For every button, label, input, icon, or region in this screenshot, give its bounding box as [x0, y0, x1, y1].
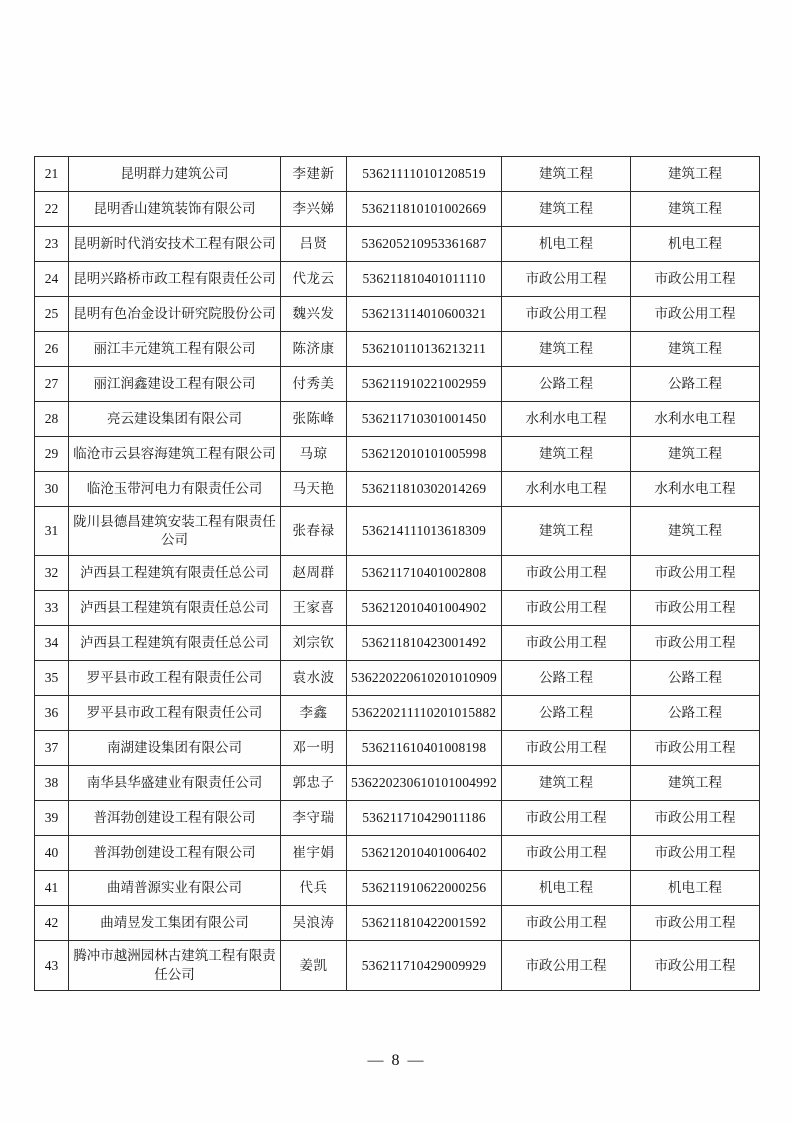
id-number: 536205210953361687 [347, 227, 502, 262]
table-row [35, 591, 760, 626]
id-number: 536212010101005998 [347, 437, 502, 472]
major-applied: 机电工程 [502, 871, 631, 906]
row-index: 37 [35, 731, 69, 766]
company-name: 昆明新时代消安技术工程有限公司 [69, 227, 281, 262]
person-name: 吴浪涛 [281, 906, 347, 941]
major-applied: 建筑工程 [502, 437, 631, 472]
table-row [35, 801, 760, 836]
company-name: 普洱勃创建设工程有限公司 [69, 836, 281, 871]
company-name: 临沧玉带河电力有限责任公司 [69, 472, 281, 507]
id-number: 536211110101208519 [347, 157, 502, 192]
major-applied: 建筑工程 [502, 507, 631, 556]
id-number: 536212010401004902 [347, 591, 502, 626]
major-reviewed: 建筑工程 [631, 192, 760, 227]
major-applied: 市政公用工程 [502, 626, 631, 661]
company-name: 亮云建设集团有限公司 [69, 402, 281, 437]
major-applied: 市政公用工程 [502, 906, 631, 941]
row-index: 36 [35, 696, 69, 731]
row-index: 35 [35, 661, 69, 696]
person-name: 代兵 [281, 871, 347, 906]
row-index: 39 [35, 801, 69, 836]
major-applied: 水利水电工程 [502, 402, 631, 437]
id-number: 536212010401006402 [347, 836, 502, 871]
person-name: 郭忠子 [281, 766, 347, 801]
major-reviewed: 市政公用工程 [631, 731, 760, 766]
applicants-table-body [35, 157, 760, 991]
person-name: 李守瑞 [281, 801, 347, 836]
major-applied: 建筑工程 [502, 192, 631, 227]
company-name: 南华县华盛建业有限责任公司 [69, 766, 281, 801]
table-row [35, 192, 760, 227]
id-number: 536211810302014269 [347, 472, 502, 507]
table-row [35, 332, 760, 367]
major-applied: 市政公用工程 [502, 262, 631, 297]
row-index: 41 [35, 871, 69, 906]
id-number: 536211910221002959 [347, 367, 502, 402]
row-index: 30 [35, 472, 69, 507]
person-name: 吕贤 [281, 227, 347, 262]
major-reviewed: 机电工程 [631, 871, 760, 906]
major-reviewed: 市政公用工程 [631, 801, 760, 836]
person-name: 崔宇娟 [281, 836, 347, 871]
company-name: 昆明兴路桥市政工程有限责任公司 [69, 262, 281, 297]
major-applied: 公路工程 [502, 696, 631, 731]
table-row [35, 661, 760, 696]
major-reviewed: 公路工程 [631, 367, 760, 402]
row-index: 29 [35, 437, 69, 472]
person-name: 张春禄 [281, 507, 347, 556]
major-applied: 市政公用工程 [502, 556, 631, 591]
major-applied: 水利水电工程 [502, 472, 631, 507]
id-number: 536220211110201015882 [347, 696, 502, 731]
major-reviewed: 市政公用工程 [631, 262, 760, 297]
major-reviewed: 建筑工程 [631, 157, 760, 192]
major-reviewed: 水利水电工程 [631, 402, 760, 437]
id-number: 536211810422001592 [347, 906, 502, 941]
id-number: 536211610401008198 [347, 731, 502, 766]
id-number: 536220230610101004992 [347, 766, 502, 801]
row-index: 31 [35, 507, 69, 556]
row-index: 32 [35, 556, 69, 591]
row-index: 33 [35, 591, 69, 626]
row-index: 40 [35, 836, 69, 871]
company-name: 泸西县工程建筑有限责任总公司 [69, 591, 281, 626]
major-applied: 公路工程 [502, 367, 631, 402]
major-reviewed: 市政公用工程 [631, 941, 760, 990]
id-number: 536211710429009929 [347, 941, 502, 990]
major-applied: 建筑工程 [502, 766, 631, 801]
person-name: 张陈峰 [281, 402, 347, 437]
company-name: 曲靖昱发工集团有限公司 [69, 906, 281, 941]
company-name: 昆明有色冶金设计研究院股份公司 [69, 297, 281, 332]
page-number-value: 8 [391, 1052, 402, 1069]
major-reviewed: 机电工程 [631, 227, 760, 262]
row-index: 38 [35, 766, 69, 801]
applicants-table [34, 156, 760, 991]
row-index: 34 [35, 626, 69, 661]
id-number: 536211710301001450 [347, 402, 502, 437]
company-name: 曲靖普源实业有限公司 [69, 871, 281, 906]
row-index: 21 [35, 157, 69, 192]
person-name: 姜凯 [281, 941, 347, 990]
major-reviewed: 建筑工程 [631, 437, 760, 472]
row-index: 28 [35, 402, 69, 437]
major-reviewed: 市政公用工程 [631, 591, 760, 626]
table-row [35, 472, 760, 507]
company-name: 罗平县市政工程有限责任公司 [69, 661, 281, 696]
id-number: 536214111013618309 [347, 507, 502, 556]
table-row [35, 941, 760, 990]
page-number-suffix: — [407, 1052, 426, 1069]
major-applied: 建筑工程 [502, 332, 631, 367]
id-number: 536211810101002669 [347, 192, 502, 227]
company-name: 罗平县市政工程有限责任公司 [69, 696, 281, 731]
company-name: 泸西县工程建筑有限责任总公司 [69, 556, 281, 591]
major-applied: 市政公用工程 [502, 801, 631, 836]
row-index: 22 [35, 192, 69, 227]
row-index: 43 [35, 941, 69, 990]
table-row [35, 626, 760, 661]
table-row [35, 836, 760, 871]
major-reviewed: 市政公用工程 [631, 556, 760, 591]
major-applied: 市政公用工程 [502, 591, 631, 626]
major-reviewed: 市政公用工程 [631, 906, 760, 941]
person-name: 李建新 [281, 157, 347, 192]
major-reviewed: 公路工程 [631, 661, 760, 696]
company-name: 昆明群力建筑公司 [69, 157, 281, 192]
page-number-prefix: — [367, 1052, 386, 1069]
person-name: 赵周群 [281, 556, 347, 591]
major-reviewed: 建筑工程 [631, 332, 760, 367]
table-row [35, 262, 760, 297]
major-reviewed: 公路工程 [631, 696, 760, 731]
table-row [35, 297, 760, 332]
table-row [35, 157, 760, 192]
company-name: 陇川县德昌建筑安装工程有限责任公司 [69, 507, 281, 556]
major-applied: 市政公用工程 [502, 731, 631, 766]
company-name: 腾冲市越洲园林古建筑工程有限责任公司 [69, 941, 281, 990]
person-name: 马琼 [281, 437, 347, 472]
table-row [35, 766, 760, 801]
row-index: 27 [35, 367, 69, 402]
id-number: 536213114010600321 [347, 297, 502, 332]
person-name: 王家喜 [281, 591, 347, 626]
id-number: 536211710429011186 [347, 801, 502, 836]
row-index: 42 [35, 906, 69, 941]
major-applied: 市政公用工程 [502, 297, 631, 332]
table-row [35, 871, 760, 906]
id-number: 536211810423001492 [347, 626, 502, 661]
person-name: 袁水波 [281, 661, 347, 696]
person-name: 代龙云 [281, 262, 347, 297]
table-row [35, 437, 760, 472]
person-name: 陈济康 [281, 332, 347, 367]
major-applied: 建筑工程 [502, 157, 631, 192]
person-name: 刘宗钦 [281, 626, 347, 661]
company-name: 丽江丰元建筑工程有限公司 [69, 332, 281, 367]
row-index: 23 [35, 227, 69, 262]
major-applied: 机电工程 [502, 227, 631, 262]
id-number: 536211710401002808 [347, 556, 502, 591]
row-index: 24 [35, 262, 69, 297]
applicants-table-container [34, 156, 759, 991]
id-number: 536210110136213211 [347, 332, 502, 367]
table-row [35, 402, 760, 437]
id-number: 536220220610201010909 [347, 661, 502, 696]
person-name: 马天艳 [281, 472, 347, 507]
major-applied: 市政公用工程 [502, 836, 631, 871]
row-index: 26 [35, 332, 69, 367]
person-name: 李鑫 [281, 696, 347, 731]
table-row [35, 906, 760, 941]
id-number: 536211910622000256 [347, 871, 502, 906]
table-row [35, 227, 760, 262]
major-reviewed: 建筑工程 [631, 766, 760, 801]
table-row [35, 367, 760, 402]
company-name: 昆明香山建筑装饰有限公司 [69, 192, 281, 227]
major-reviewed: 市政公用工程 [631, 626, 760, 661]
major-reviewed: 市政公用工程 [631, 297, 760, 332]
table-row [35, 696, 760, 731]
person-name: 邓一明 [281, 731, 347, 766]
company-name: 泸西县工程建筑有限责任总公司 [69, 626, 281, 661]
company-name: 丽江润鑫建设工程有限公司 [69, 367, 281, 402]
major-reviewed: 水利水电工程 [631, 472, 760, 507]
company-name: 普洱勃创建设工程有限公司 [69, 801, 281, 836]
id-number: 536211810401011110 [347, 262, 502, 297]
company-name: 南湖建设集团有限公司 [69, 731, 281, 766]
person-name: 付秀美 [281, 367, 347, 402]
table-row [35, 731, 760, 766]
major-applied: 市政公用工程 [502, 941, 631, 990]
major-reviewed: 建筑工程 [631, 507, 760, 556]
major-applied: 公路工程 [502, 661, 631, 696]
table-row [35, 507, 760, 556]
row-index: 25 [35, 297, 69, 332]
major-reviewed: 市政公用工程 [631, 836, 760, 871]
table-row [35, 556, 760, 591]
person-name: 李兴娣 [281, 192, 347, 227]
company-name: 临沧市云县容海建筑工程有限公司 [69, 437, 281, 472]
person-name: 魏兴发 [281, 297, 347, 332]
page-footer [0, 1052, 793, 1070]
